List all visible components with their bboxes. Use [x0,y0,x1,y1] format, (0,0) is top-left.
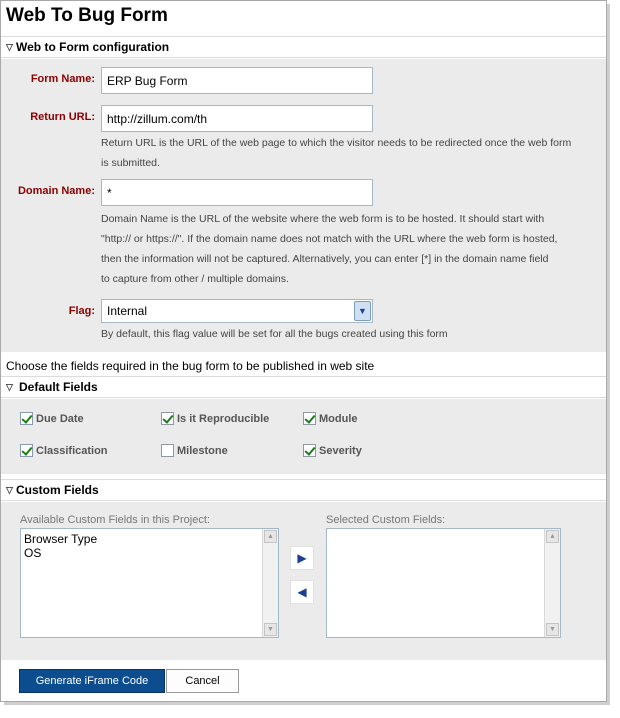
help-text: to capture from other / multiple domains. [101,273,289,285]
domain-name-help [101,209,601,289]
milestone-label: Milestone [177,445,228,457]
section-title: Web to Form configuration [16,40,170,54]
custom-fields-panel [1,502,606,660]
domain-name-label: Domain Name: [17,185,95,197]
help-text: Domain Name is the URL of the website where the web form is to be hosted. It should start with [101,213,545,225]
section-title: Custom Fields [16,483,99,497]
config-panel [1,59,606,352]
section-header-config[interactable] [1,36,606,58]
scroll-down-icon[interactable]: ▼ [264,623,277,636]
return-url-input[interactable]: http://zillum.com/th [101,105,373,132]
severity-checkbox[interactable] [303,444,316,457]
due-date-label: Due Date [36,413,84,425]
flag-help: By default, this flag value will be set for all the bugs created using this form [101,328,448,340]
milestone-checkbox[interactable] [161,444,174,457]
help-text: "http:// or https://". If the domain name does not match with the URL where the web form is hosted, [101,233,558,245]
cancel-button[interactable]: Cancel [166,669,239,693]
selected-fields-list[interactable] [326,528,561,638]
generate-iframe-code-button[interactable]: Generate iFrame Code [19,669,165,693]
return-url-label: Return URL: [30,111,95,123]
flag-select[interactable] [101,299,373,323]
collapse-icon[interactable]: ▽ [6,42,13,52]
available-fields-label: Available Custom Fields in this Project: [20,514,210,526]
arrow-left-icon: ◀ [297,585,307,599]
module-label: Module [319,413,358,425]
default-fields-panel [1,399,606,474]
help-text: then the information will not be captured. Alternatively, you can enter [*] in the domain name field [101,253,549,265]
page-title: Web To Bug Form [6,5,168,26]
list-item[interactable]: Browser Type [24,532,98,546]
flag-label: Flag: [68,305,95,317]
available-fields-list[interactable] [20,528,279,638]
section-header-custom-fields[interactable] [1,479,606,501]
help-text: Return URL is the URL of the web page to which the visitor needs to be redirected once the web form [101,137,572,149]
section-title: Default Fields [19,380,98,394]
form-name-label: Form Name: [30,73,95,85]
move-right-button[interactable] [290,546,314,570]
due-date-checkbox[interactable] [20,412,33,425]
chevron-down-icon[interactable]: ▼ [354,301,371,321]
severity-label: Severity [319,445,362,457]
list-item[interactable]: OS [24,546,42,560]
is-it-reproducible-checkbox[interactable] [161,412,174,425]
window-shadow [607,4,610,705]
scrollbar[interactable] [544,529,560,637]
return-url-help [101,133,601,173]
module-checkbox[interactable] [303,412,316,425]
collapse-icon[interactable]: ▽ [6,485,13,495]
domain-name-input[interactable]: * [101,179,373,206]
scroll-down-icon[interactable]: ▼ [546,623,559,636]
choose-fields-text: Choose the fields required in the bug form to be published in web site [6,359,375,373]
help-text: is submitted. [101,157,160,169]
scrollbar[interactable] [262,529,278,637]
arrow-right-icon: ▶ [297,551,307,565]
classification-checkbox[interactable] [20,444,33,457]
window-shadow [4,702,610,705]
collapse-icon[interactable]: ▽ [6,382,13,392]
scroll-up-icon[interactable]: ▲ [546,530,559,543]
flag-selected-value: Internal [107,304,148,318]
move-left-button[interactable] [290,580,314,604]
is-it-reproducible-label: Is it Reproducible [177,413,270,425]
scroll-up-icon[interactable]: ▲ [264,530,277,543]
selected-fields-label: Selected Custom Fields: [326,514,446,526]
form-name-input[interactable]: ERP Bug Form [101,67,373,94]
classification-label: Classification [36,445,108,457]
section-header-default-fields[interactable] [1,376,606,398]
